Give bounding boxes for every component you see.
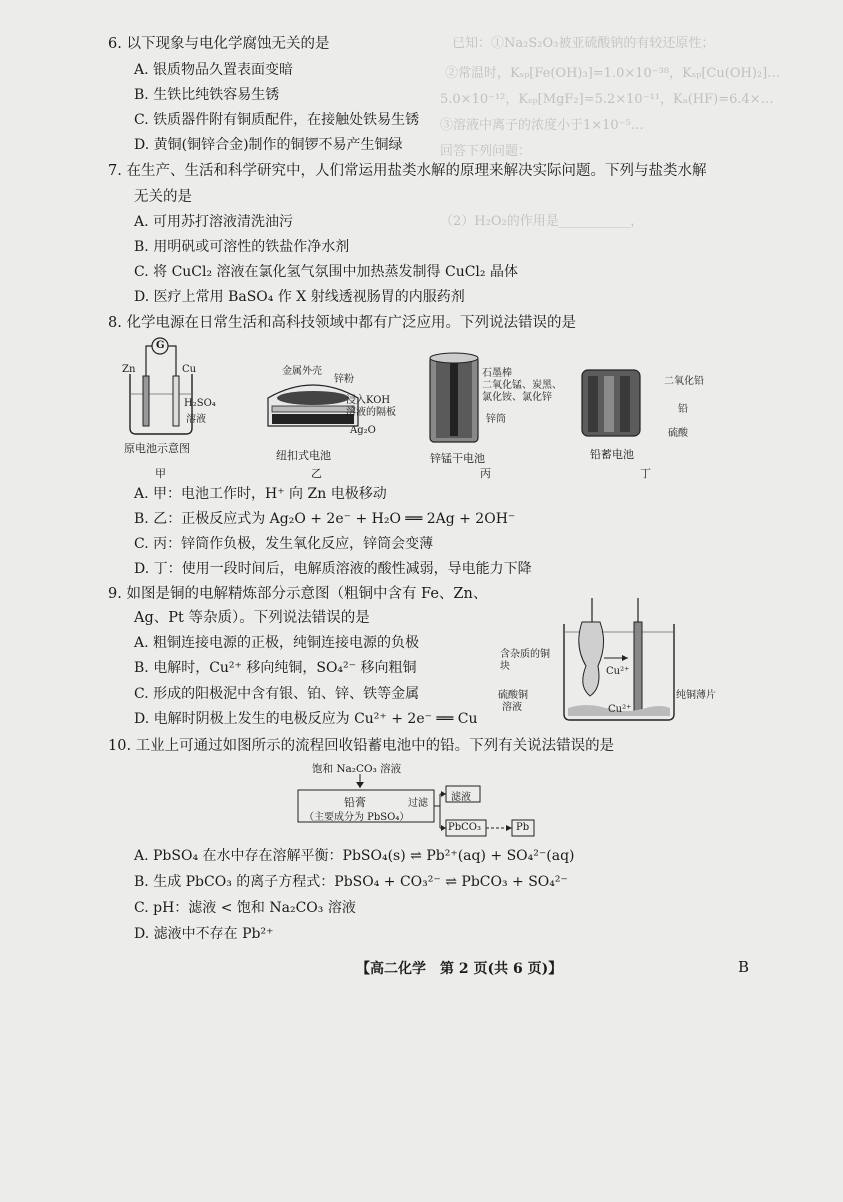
fig-yi-caption: 纽扣式电池 xyxy=(276,449,331,462)
crude-copper-label-2: 块 xyxy=(500,661,510,672)
lead-acid-battery-diagram xyxy=(578,364,644,440)
ghost-text: （2）H₂O₂的作用是___________， xyxy=(440,214,644,229)
q10-option-c: C. pH：滤液 < 饱和 Na₂CO₃ 溶液 xyxy=(134,900,356,916)
q7-stem-line2: 无关的是 xyxy=(134,189,192,205)
sulfuric-acid-label: 硫酸 xyxy=(668,428,688,439)
q10-option-a: A. PbSO₄ 在水中存在溶解平衡：PbSO₄(s) ⇌ Pb²⁺(aq) + SO₄²⁻(aq) xyxy=(134,848,575,864)
koh-label-2: 溶液的隔板 xyxy=(346,407,396,418)
cu-electrode-label: Cu xyxy=(182,364,197,375)
fig-ding-caption: 铅蓄电池 xyxy=(590,448,634,461)
q10-stem: 10. 工业上可通过如图所示的流程回收铅蓄电池中的铅。下列有关说法错误的是 xyxy=(108,738,615,754)
page-footer: 【高二化学 第 2 页(共 6 页)】 xyxy=(356,961,563,977)
pbo2-label: 二氧化铅 xyxy=(664,376,704,387)
q8-option-a: A. 甲：电池工作时，H⁺ 向 Zn 电极移动 xyxy=(134,486,387,502)
q9-stem-line1: 9. 如图是铜的电解精炼部分示意图（粗铜中含有 Fe、Zn、 xyxy=(108,586,488,602)
acid-label-2: 溶液 xyxy=(186,414,206,425)
q8-stem: 8. 化学电源在日常生活和高科技领域中都有广泛应用。下列说法错误的是 xyxy=(108,315,576,331)
fig-yi-tag: 乙 xyxy=(311,467,322,480)
pure-copper-label: 纯铜薄片 xyxy=(676,690,716,701)
pbco3-label: PbCO₃ xyxy=(448,822,481,833)
q9-option-c: C. 形成的阳极泥中含有银、铂、锌、铁等金属 xyxy=(134,686,420,702)
cuso4-label-2: 溶液 xyxy=(502,702,522,713)
crude-copper-label: 含杂质的铜 xyxy=(500,649,550,660)
q9-option-a: A. 粗铜连接电源的正极，纯铜连接电源的负极 xyxy=(134,635,420,651)
zinc-powder-label: 锌粉 xyxy=(334,374,354,385)
q8-option-c: C. 丙：锌筒作负极，发生氧化反应，锌筒会变薄 xyxy=(134,536,434,552)
q6-option-d: D. 黄铜(铜锌合金)制作的铜锣不易产生铜绿 xyxy=(134,137,403,153)
q6-stem: 6. 以下现象与电化学腐蚀无关的是 xyxy=(108,36,330,52)
galvanometer-label: G xyxy=(156,340,165,351)
lead-paste-component: （主要成分为 PbSO₄） xyxy=(304,812,410,823)
q7-option-c: C. 将 CuCl₂ 溶液在氯化氢气氛围中加热蒸发制得 CuCl₂ 晶体 xyxy=(134,264,518,280)
graphite-rod-label: 石墨棒 xyxy=(482,368,512,379)
zinc-can-label: 锌筒 xyxy=(486,414,506,425)
filtrate-label: 滤液 xyxy=(451,792,471,803)
fig-bing-tag: 丙 xyxy=(480,467,491,480)
q7-option-a: A. 可用苏打溶液清洗油污 xyxy=(134,214,294,230)
q6-option-c: C. 铁质器件附有铜质配件，在接触处铁易生锈 xyxy=(134,112,420,128)
ag2o-label: Ag₂O xyxy=(350,425,376,436)
q7-option-b: B. 用明矾或可溶性的铁盐作净水剂 xyxy=(134,239,350,255)
q10-option-b: B. 生成 PbCO₃ 的离子方程式：PbSO₄ + CO₃²⁻ ⇌ PbCO₃ + SO₄²⁻ xyxy=(134,874,568,890)
ghost-text: 已知：①Na₂S₂O₃被亚硫酸钠的有较还原性； xyxy=(452,36,715,51)
q7-stem-line1: 7. 在生产、生活和科学研究中，人们常运用盐类水解的原理来解决实际问题。下列与盐类水解 xyxy=(108,163,707,179)
ghost-text: 5.0×10⁻¹²，Kₛₚ[MgF₂]=5.2×10⁻¹¹，Kₐ(HF)=6.4×… xyxy=(440,92,774,107)
q6-option-a: A. 银质物品久置表面变暗 xyxy=(134,62,294,78)
reagent-label: 饱和 Na₂CO₃ 溶液 xyxy=(312,763,402,775)
q9-stem-line2: Ag、Pt 等杂质）。下列说法错误的是 xyxy=(134,610,370,626)
nh4cl-label: 氯化铵、氯化锌 xyxy=(482,392,552,403)
lead-label: 铅 xyxy=(678,404,688,415)
filter-label: 过滤 xyxy=(408,798,428,809)
dry-cell-diagram xyxy=(426,350,486,446)
fig-ding-tag: 丁 xyxy=(640,467,651,480)
q8-option-d: D. 丁：使用一段时间后，电解质溶液的酸性减弱，导电能力下降 xyxy=(134,561,532,577)
acid-label: H₂SO₄ xyxy=(184,398,216,409)
version-mark: B xyxy=(738,958,750,976)
lead-paste-label: 铅膏 xyxy=(344,796,366,809)
q9-option-d: D. 电解时阴极上发生的电极反应为 Cu²⁺ + 2e⁻ ══ Cu xyxy=(134,711,478,727)
fig-jia-tag: 甲 xyxy=(155,467,166,480)
q6-option-b: B. 生铁比纯铁容易生锈 xyxy=(134,87,280,103)
q8-option-b: B. 乙：正极反应式为 Ag₂O + 2e⁻ + H₂O ══ 2Ag + 2OH⁻ xyxy=(134,511,516,527)
q9-option-b: B. 电解时，Cu²⁺ 移向纯铜，SO₄²⁻ 移向粗铜 xyxy=(134,660,417,676)
fig-bing-caption: 锌锰干电池 xyxy=(430,452,485,465)
pb-label: Pb xyxy=(516,822,530,833)
metal-shell-label: 金属外壳 xyxy=(282,366,322,377)
cu-ion-label-2: Cu²⁺ xyxy=(608,704,632,715)
koh-label: 浸入KOH xyxy=(346,395,391,406)
zn-electrode-label: Zn xyxy=(122,364,136,375)
q7-option-d: D. 医疗上常用 BaSO₄ 作 X 射线透视肠胃的内服药剂 xyxy=(134,289,465,305)
ghost-text: 回答下列问题： xyxy=(440,144,532,159)
mno2-label: 二氧化锰、炭黑、 xyxy=(482,380,562,391)
cuso4-label: 硫酸铜 xyxy=(498,690,528,701)
ghost-text: ②常温时，Kₛₚ[Fe(OH)₃]=1.0×10⁻³⁸，Kₛₚ[Cu(OH)₂]… xyxy=(445,66,781,81)
galvanic-cell-diagram xyxy=(118,336,208,446)
ghost-text: ③溶液中离子的浓度小于1×10⁻⁵… xyxy=(440,118,644,133)
q10-option-d: D. 滤液中不存在 Pb²⁺ xyxy=(134,926,274,942)
fig-jia-caption: 原电池示意图 xyxy=(124,442,190,455)
cu-ion-label: Cu²⁺ xyxy=(606,666,630,677)
